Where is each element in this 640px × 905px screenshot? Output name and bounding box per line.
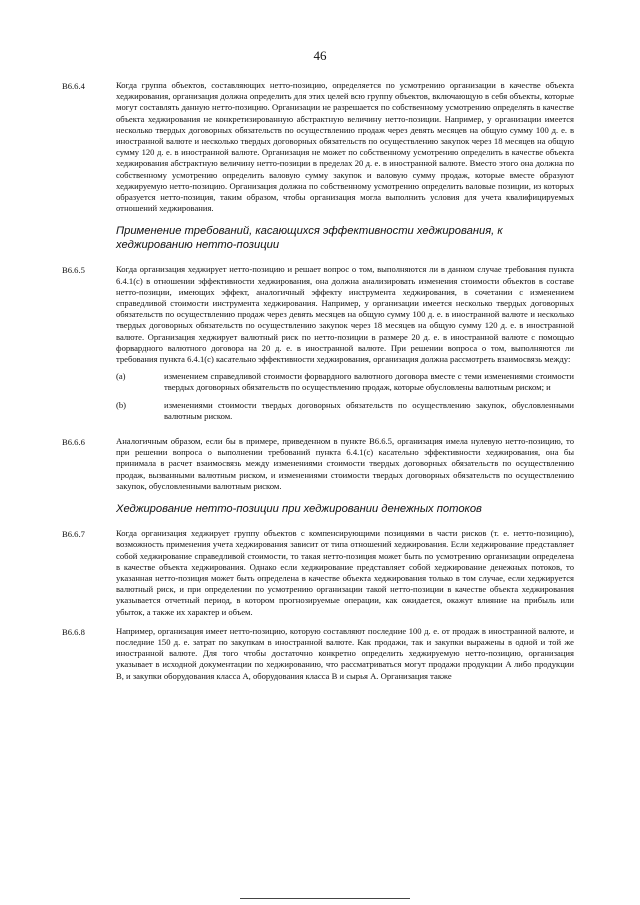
paragraph-b668 [62,626,574,682]
page-number: 46 [313,48,327,63]
paragraph-b665 [62,264,574,428]
paragraph-text: Когда группа объектов, составляющих нетто-позицию, определяется по усмотрению организации в качестве объекта хеджирования, организация должна определить для этих целей всю группу объектов, включающую в себя объекты, которые могут составлять данную нетто-позицию. Организации не разрешается по собственному усмотрению определять в качестве объекта хеджирования не конкретизированную абстрактную величину нетто-позиции. Например, у организации имеется несколько твердых договорных обязательств по осуществлению продаж через девять месяцев на общую сумму 100 д. е. в иностранной валюте и несколько твердых договорных обязательств по осуществлению закупок через 18 месяцев на общую сумму 120 д. е. в иностранной валюте. Организация не может по собственному усмотрению определить в качестве объекта хеджирования абстрактную величину нетто-позиции в пределах 20 д. е. в иностранной валюте. Вместо этого она должна по собственному усмотрению определить валовую сумму закупок и валовую сумму продаж, которые вместе образуют хеджируемую нетто-позицию. Организация должна по собственному усмотрению определить валовые позиции, из которых образуется нетто-позиция, таким образом, чтобы организация могла выполнить условия для учета квалифицируемых отношений хеджирования. [116,80,574,214]
sub-item-text: изменениями стоимости твердых договорных обязательств по осуществлению закупок, обусловленными валютным риском. [164,399,574,421]
paragraph-text: Например, организация имеет нетто-позицию, которую составляют последние 100 д. е. от продаж в иностранной валюте, и последние 150 д. е. затрат по закупкам в иностранной валюте. Как продажи, так и закупки выражены в одной и той же иностранной валюте. Для того чтобы достаточно конкретно определить хеджируемую нетто-позицию, организация указывает в исходной документации по хеджированию, что рассматриваться могут продажи продукции A либо продукции B, и закупки оборудования класса A, оборудования класса B и сырья A. Организация также [116,625,574,681]
sub-item-b [116,400,574,422]
paragraph-text: Аналогичным образом, если бы в примере, приведенном в пункте B6.6.5, организация имела нулевую нетто-позицию, то при решении вопроса о выполнении требований пункта 6.4.1(c) касательно эффективности хеджирования, она бы принимала в расчет взаимосвязь между изменениями стоимости твердых договорных обязательств по осуществлению продаж, вызванными валютным риском, и изменениями стоимости твердых договорных обязательств по осуществлению закупок, обусловленными валютным риском. [116,436,574,491]
sub-item-list [116,371,574,422]
footer-rule [240,898,410,899]
sub-item-label: (b) [116,399,127,410]
section-heading-effectiveness: Применение требований, касающихся эффективности хеджирования, к хеджированию нетто-позиции [116,225,503,252]
paragraph-number: B6.6.6 [62,437,85,448]
paragraph-text: Когда организация хеджирует нетто-позицию и решает вопрос о том, выполняются ли в данном случае требования пункта 6.4.1(c) в отношении эффективности хеджирования, она должна анализировать изменения стоимости объектов в составе нетто-позиции, имеющих эффект, аналогичный эффекту инструмента хеджирования, в сочетании с изменением справедливой стоимости инструмента хеджирования. Например, у организации имеется несколько твердых договорных обязательств по осуществлению продаж через девять месяцев на общую сумму 100 д. е. в иностранной валюте и несколько твердых договорных обязательств по осуществлению закупок через 18 месяцев на общую сумму 120 д. е. в иностранной валюте. Организация хеджирует валютный риск по нетто-позиции в размере 20 д. е. в иностранной валюте с помощью форвардного валютного договора на 20 д. е. в иностранной валюте. При решении вопроса о том, выполняются ли требования пункта 6.4.1(c) касательно эффективности хеджирования, организация должна рассмотреть взаимосвязь между: [116,264,574,365]
paragraph-body [116,264,574,428]
paragraph-b667 [62,528,574,618]
paragraph-number: B6.6.5 [62,265,85,276]
paragraph-number: B6.6.8 [62,626,85,637]
paragraph-number: B6.6.7 [62,529,85,540]
paragraph-b664 [62,80,574,214]
sub-item-label: (a) [116,371,126,382]
paragraph-b666 [62,436,574,492]
paragraph-text: Когда организация хеджирует группу объектов с компенсирующими позициями в части рисков (т. е. нетто-позицию), возможность применения учета хеджирования зависит от типа отношений хеджирования. Если хеджирование представляет собой хеджирование справедливой стоимости, то такая нетто-позиция может быть по усмотрению организации определена в качестве объекта хеджирования. Однако если хеджирование представляет собой хеджирование денежных потоков, то указанная нетто-позиция может быть определена в качестве объекта хеджирования только в том случае, если хеджируется валютный риск, и при определении по усмотрению организации такой нетто-позиции в качестве объекта хеджирования указывается отчетный период, в котором прогнозируемые операции, как ожидается, окажут влияние на прибыль или убыток, а также их характер и объем. [116,528,574,617]
paragraph-number: B6.6.4 [62,81,85,91]
page-content [62,80,574,690]
section-heading-cash-flow: Хеджирование нетто-позиции при хеджировании денежных потоков [116,503,482,516]
sub-item-a [116,371,574,393]
sub-item-text: изменением справедливой стоимости форвардного валютного договора вместе с теми изменениями стоимости твердых договорных обязательств по осуществлению продаж, которые обусловлены валютным риском; и [164,371,574,393]
